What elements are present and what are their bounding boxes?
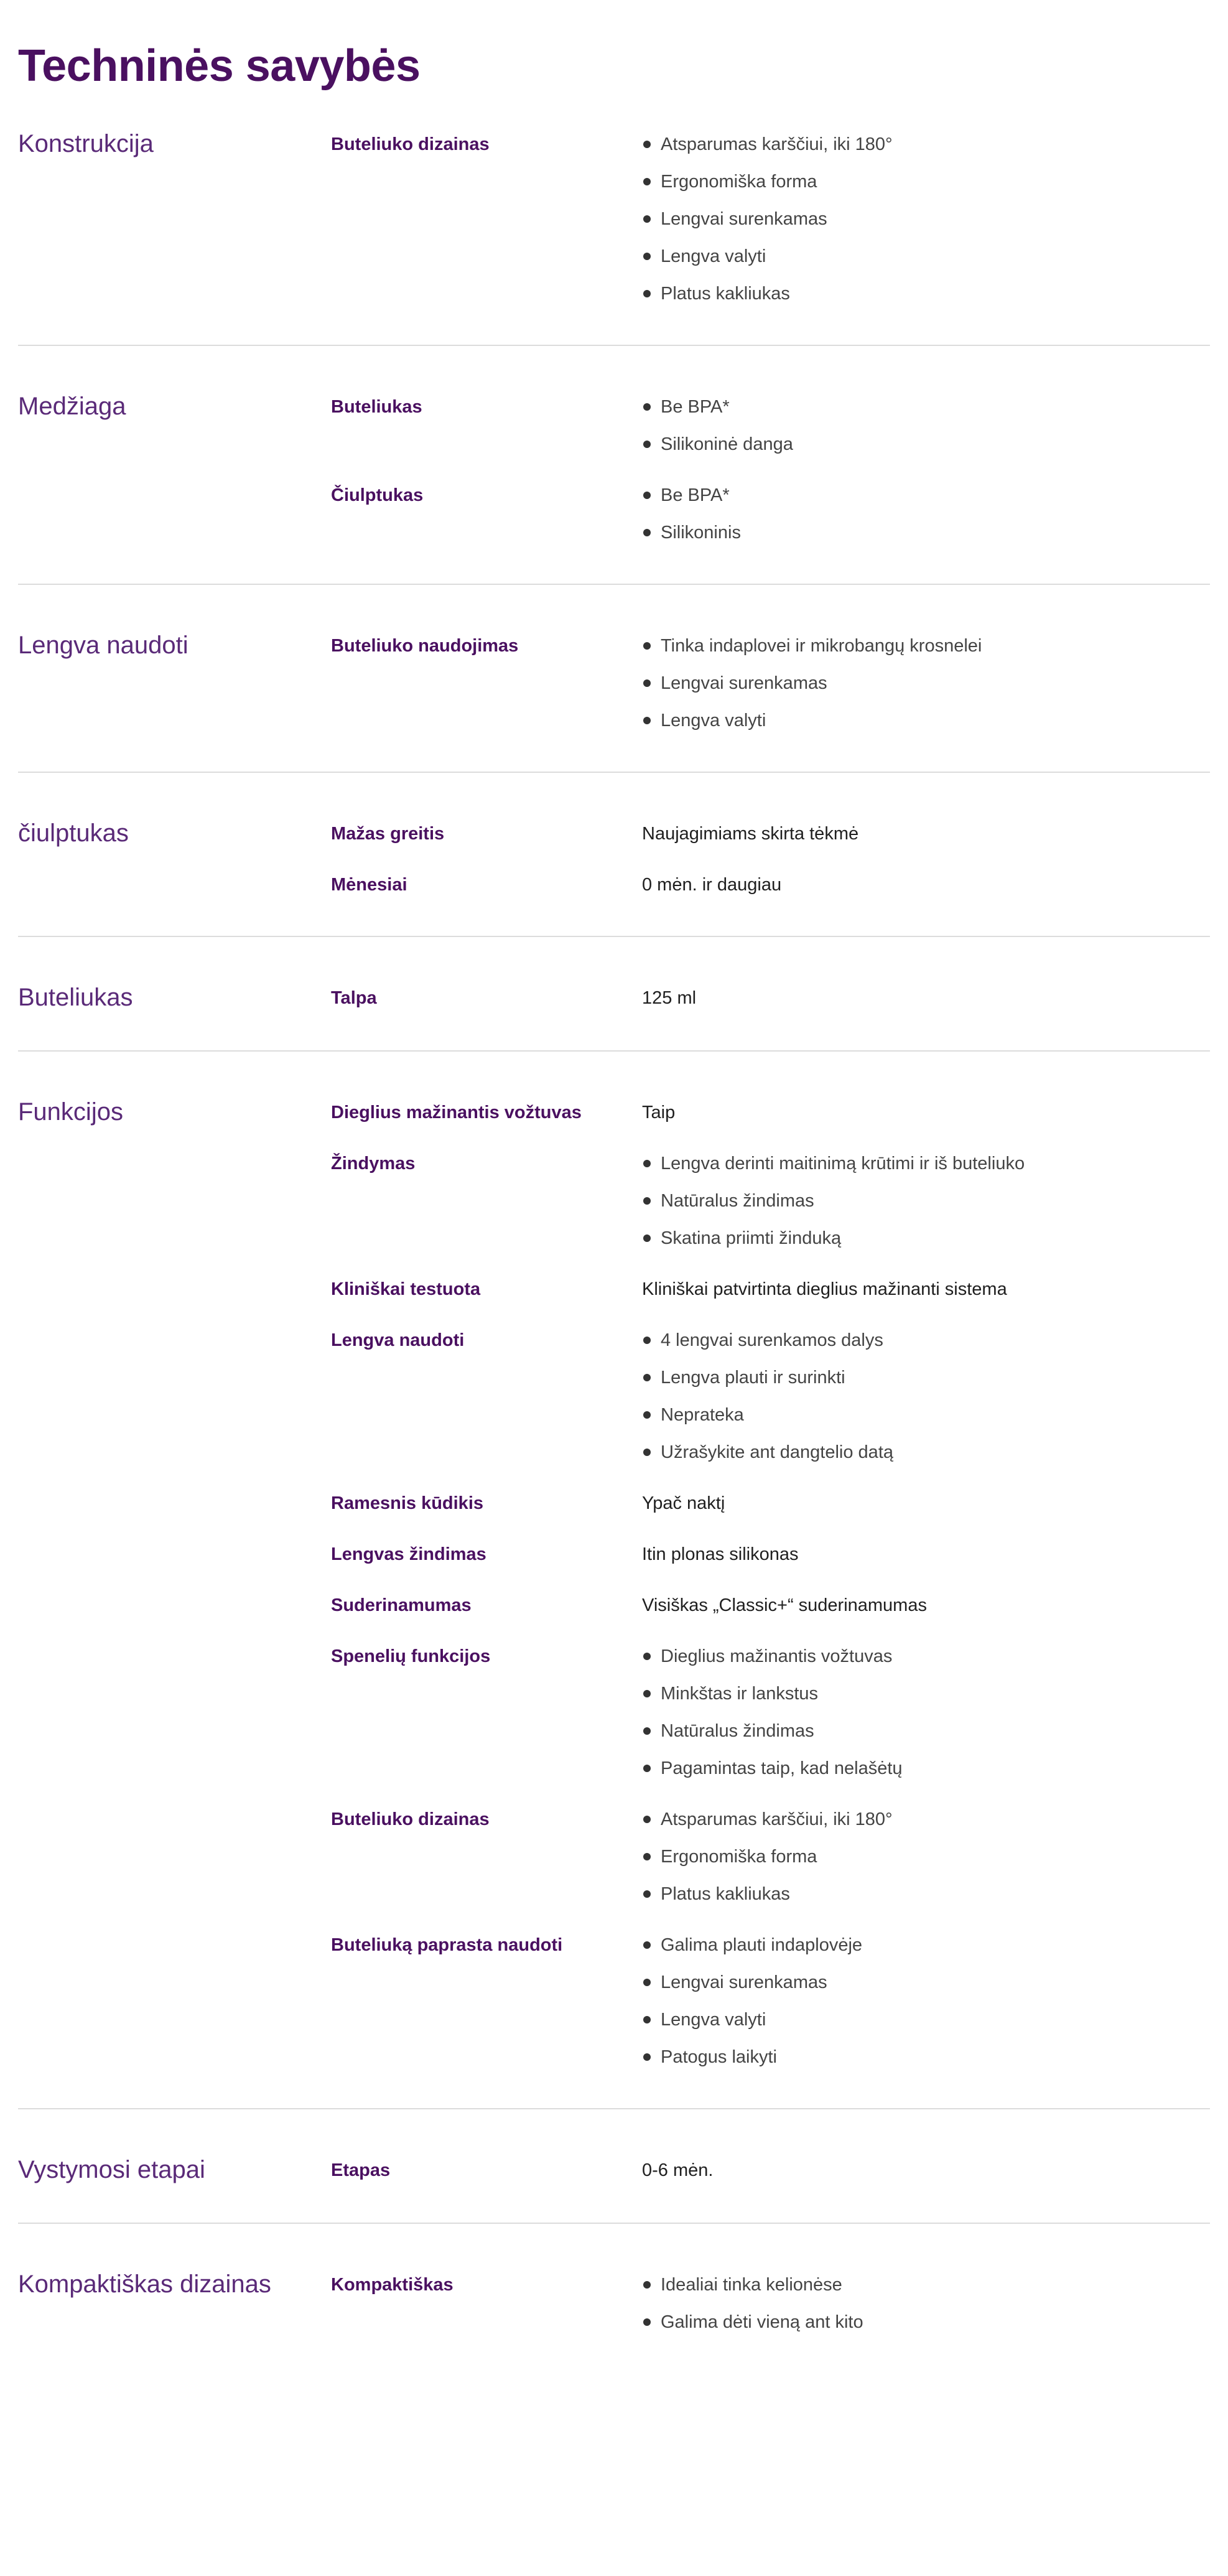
bullet-icon [643, 1890, 651, 1898]
spec-rows [331, 394, 1210, 545]
spec-value: Naujagimiams skirta tėkmė [642, 824, 859, 844]
bullet-list [642, 1328, 1210, 1465]
spec-section [18, 585, 1210, 773]
bullet-icon [643, 1374, 651, 1381]
spec-value: 0-6 mėn. [642, 2160, 714, 2180]
spec-row [331, 1593, 1210, 1618]
spec-row [331, 2158, 1210, 2183]
spec-row [331, 2272, 1210, 2335]
list-item [642, 1644, 1210, 1669]
list-item-text: Lengvai surenkamas [661, 1972, 827, 1992]
bullet-icon [643, 1160, 651, 1167]
list-item-text: Galima plauti indaplovėje [661, 1935, 863, 1955]
bullet-icon [643, 441, 651, 448]
spec-row [331, 1542, 1210, 1567]
spec-value-list [642, 1644, 1210, 1781]
bullet-icon [643, 2053, 651, 2061]
list-item [642, 1882, 1210, 1906]
spec-label: Buteliuką paprasta naudoti [331, 1935, 563, 1955]
spec-value-list [642, 394, 1210, 457]
spec-value-list [642, 1328, 1210, 1465]
bullet-icon [643, 253, 651, 260]
list-item-text: Tinka indaplovei ir mikrobangų krosnelei [661, 636, 982, 656]
spec-row [331, 483, 1210, 545]
spec-row [331, 1491, 1210, 1516]
bullet-icon [643, 1197, 651, 1205]
bullet-icon [643, 2016, 651, 2023]
list-item [642, 1188, 1210, 1213]
list-item-text: 4 lengvai surenkamos dalys [661, 1330, 883, 1350]
bullet-icon [643, 1653, 651, 1660]
bullet-icon [643, 290, 651, 297]
spec-section [18, 2109, 1210, 2224]
bullet-icon [643, 2281, 651, 2289]
spec-label: Čiulptukas [331, 485, 424, 505]
spec-label: Spenelių funkcijos [331, 1646, 491, 1666]
bullet-list [642, 1933, 1210, 2070]
list-item-text: Atsparumas karščiui, iki 180° [661, 1809, 893, 1829]
list-item [642, 2045, 1210, 2070]
bullet-icon [643, 1449, 651, 1456]
spec-row [331, 986, 1210, 1010]
list-item [642, 1226, 1210, 1251]
list-item-text: Be BPA* [661, 397, 730, 417]
spec-rows [331, 986, 1210, 1012]
spec-value-list [642, 2272, 1210, 2335]
list-item-text: Ergonomiška forma [661, 172, 817, 192]
list-item [642, 520, 1210, 545]
bullet-list [642, 1644, 1210, 1781]
spec-label: Dieglius mažinantis vožtuvas [331, 1103, 582, 1122]
list-item-text: Minkštas ir lankstus [661, 1684, 819, 1704]
list-item-text: Silikoninis [661, 523, 741, 543]
spec-section [18, 773, 1210, 937]
section-title: Vystymosi etapai [18, 2156, 205, 2183]
list-item-text: Lengva plauti ir surinkti [661, 1368, 845, 1388]
list-item [642, 432, 1210, 457]
spec-row [331, 1644, 1210, 1781]
spec-value-list [642, 1933, 1210, 2070]
list-item [642, 1402, 1210, 1427]
spec-section [18, 346, 1210, 585]
spec-section [18, 2224, 1210, 2373]
list-item [642, 1328, 1210, 1353]
list-item [642, 132, 1210, 157]
list-item-text: Lengva valyti [661, 711, 766, 730]
list-item [642, 1756, 1210, 1781]
bullet-list [642, 132, 1210, 306]
section-title: Medžiaga [18, 393, 126, 420]
spec-label: Buteliuko dizainas [331, 134, 490, 154]
section-title: Kompaktiškas dizainas [18, 2270, 271, 2298]
list-item-text: Dieglius mažinantis vožtuvas [661, 1646, 893, 1666]
spec-row [331, 1277, 1210, 1302]
section-title: čiulptukas [18, 819, 129, 847]
list-item-text: Lengvai surenkamas [661, 673, 827, 693]
bullet-list [642, 394, 1210, 457]
bullet-icon [643, 1337, 651, 1344]
list-item-text: Lengva valyti [661, 2010, 766, 2030]
spec-label: Žindymas [331, 1154, 416, 1174]
bullet-icon [643, 1816, 651, 1823]
spec-rows [331, 821, 1210, 897]
list-item [642, 671, 1210, 696]
list-item-text: Patogus laikyti [661, 2047, 777, 2067]
spec-row [331, 1933, 1210, 2070]
list-item [642, 633, 1210, 658]
spec-label: Lengva naudoti [331, 1330, 465, 1350]
list-item [642, 2310, 1210, 2335]
spec-label: Buteliuko naudojimas [331, 636, 519, 656]
list-item [642, 207, 1210, 231]
spec-value: Ypač naktį [642, 1493, 725, 1513]
list-item [642, 394, 1210, 419]
list-item-text: Lengva derinti maitinimą krūtimi ir iš buteliuko [661, 1154, 1025, 1174]
section-title: Lengva naudoti [18, 632, 188, 659]
bullet-icon [643, 1690, 651, 1697]
section-title: Konstrukcija [18, 130, 154, 157]
spec-label: Etapas [331, 2160, 391, 2180]
spec-label: Mažas greitis [331, 824, 445, 844]
bullet-icon [643, 141, 651, 148]
spec-row [331, 1151, 1210, 1251]
list-item-text: Be BPA* [661, 485, 730, 505]
list-item-text: Galima dėti vieną ant kito [661, 2312, 863, 2332]
list-item-text: Neprateka [661, 1405, 744, 1425]
list-item [642, 483, 1210, 508]
list-item [642, 1681, 1210, 1706]
spec-label: Mėnesiai [331, 875, 407, 895]
bullet-icon [643, 1727, 651, 1735]
list-item-text: Platus kakliukas [661, 1884, 790, 1904]
bullet-icon [643, 2318, 651, 2326]
bullet-icon [643, 178, 651, 185]
bullet-icon [643, 529, 651, 536]
spec-value: Visiškas „Classic+“ suderinamumas [642, 1595, 927, 1615]
spec-label: Talpa [331, 988, 377, 1008]
list-item-text: Užrašykite ant dangtelio datą [661, 1442, 893, 1462]
section-title: Buteliukas [18, 984, 133, 1011]
spec-label: Kompaktiškas [331, 2275, 454, 2295]
spec-value-list [642, 483, 1210, 545]
page-title: Techninės savybės [18, 41, 421, 91]
bullet-icon [643, 1234, 651, 1242]
bullet-icon [643, 403, 651, 411]
bullet-list [642, 483, 1210, 545]
list-item-text: Pagamintas taip, kad nelašėtų [661, 1758, 903, 1778]
list-item-text: Natūralus žindimas [661, 1191, 814, 1211]
bullet-icon [643, 1853, 651, 1860]
bullet-list [642, 2272, 1210, 2335]
spec-label: Suderinamumas [331, 1595, 472, 1615]
spec-value-list [642, 633, 1210, 733]
bullet-icon [643, 642, 651, 650]
spec-value-list [642, 1807, 1210, 1906]
bullet-icon [643, 1979, 651, 1986]
list-item [642, 169, 1210, 194]
list-item [642, 1719, 1210, 1743]
spec-row [331, 1328, 1210, 1465]
bullet-icon [643, 679, 651, 687]
list-item-text: Skatina priimti žinduką [661, 1228, 842, 1248]
spec-section [18, 1052, 1210, 2109]
list-item [642, 1844, 1210, 1869]
list-item [642, 244, 1210, 269]
spec-row [331, 1807, 1210, 1906]
list-item [642, 708, 1210, 733]
list-item [642, 1365, 1210, 1390]
spec-row [331, 872, 1210, 897]
bullet-list [642, 1151, 1210, 1251]
spec-label: Lengvas žindimas [331, 1544, 486, 1564]
list-item-text: Ergonomiška forma [661, 1847, 817, 1867]
spec-row [331, 132, 1210, 306]
list-item [642, 281, 1210, 306]
spec-value: Itin plonas silikonas [642, 1544, 799, 1564]
list-item [642, 1970, 1210, 1995]
bullet-list [642, 1807, 1210, 1906]
list-item-text: Idealiai tinka kelionėse [661, 2275, 842, 2295]
spec-row [331, 821, 1210, 846]
spec-row [331, 1100, 1210, 1125]
spec-value: Taip [642, 1103, 676, 1122]
list-item-text: Lengva valyti [661, 246, 766, 266]
bullet-icon [643, 1411, 651, 1419]
list-item-text: Platus kakliukas [661, 284, 790, 304]
section-title: Funkcijos [18, 1098, 123, 1126]
list-item [642, 1440, 1210, 1465]
list-item [642, 1807, 1210, 1832]
bullet-icon [643, 1941, 651, 1949]
spec-label: Kliniškai testuota [331, 1279, 481, 1299]
bullet-list [642, 633, 1210, 733]
spec-rows [331, 2272, 1210, 2335]
list-item [642, 2272, 1210, 2297]
spec-rows [331, 633, 1210, 733]
spec-value-list [642, 1151, 1210, 1251]
spec-value: 125 ml [642, 988, 697, 1008]
spec-rows [331, 1100, 1210, 2070]
spec-label: Buteliukas [331, 397, 422, 417]
list-item-text: Natūralus žindimas [661, 1721, 814, 1741]
spec-section [18, 93, 1210, 346]
spec-row [331, 394, 1210, 457]
list-item [642, 1151, 1210, 1176]
bullet-icon [643, 717, 651, 724]
spec-value: Kliniškai patvirtinta dieglius mažinanti sistema [642, 1279, 1007, 1299]
bullet-icon [643, 1765, 651, 1772]
list-item-text: Atsparumas karščiui, iki 180° [661, 134, 893, 154]
list-item-text: Silikoninė danga [661, 434, 793, 454]
spec-value-list [642, 132, 1210, 306]
list-item [642, 2007, 1210, 2032]
spec-rows [331, 2158, 1210, 2184]
spec-rows [331, 132, 1210, 306]
bullet-icon [643, 215, 651, 223]
spec-row [331, 633, 1210, 733]
bullet-icon [643, 492, 651, 499]
spec-label: Ramesnis kūdikis [331, 1493, 483, 1513]
spec-label: Buteliuko dizainas [331, 1809, 490, 1829]
spec-sections [18, 93, 1210, 2373]
list-item-text: Lengvai surenkamas [661, 209, 827, 229]
list-item [642, 1933, 1210, 1958]
spec-value: 0 mėn. ir daugiau [642, 875, 782, 895]
spec-section [18, 937, 1210, 1052]
